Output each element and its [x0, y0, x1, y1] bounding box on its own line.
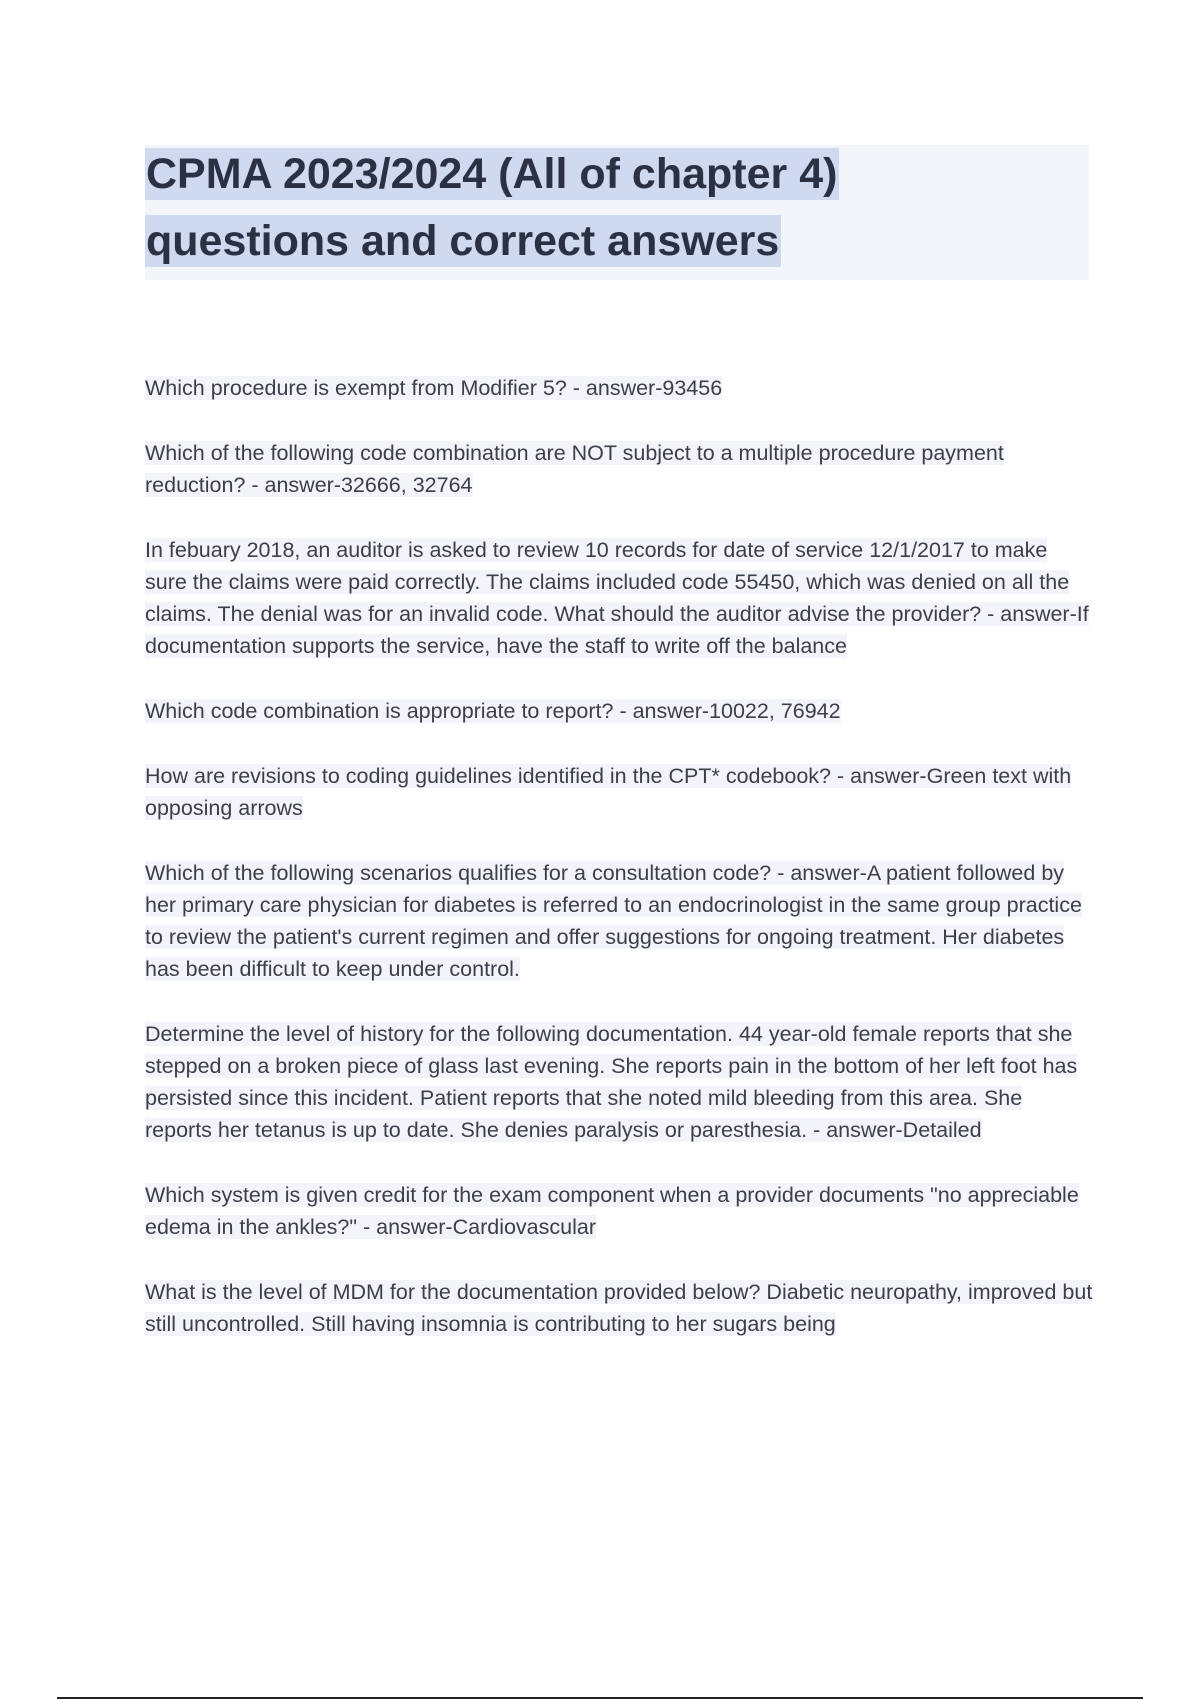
qa-text: Which procedure is exempt from Modifier 5? - answer-93456: [145, 376, 723, 400]
qa-text: What is the level of MDM for the documentation provided below? Diabetic neuropathy, improved but still uncontrolled. Still having insomnia is contributing to her sugars being: [145, 1280, 1093, 1336]
qa-text: How are revisions to coding guidelines identified in the CPT* codebook? - answer-Green text with opposing arrows: [145, 764, 1072, 820]
document-title: [145, 145, 1089, 280]
qa-text: Which of the following code combination are NOT subject to a multiple procedure payment reduction? - answer-32666, 32764: [145, 441, 1004, 497]
qa-list: [145, 372, 1095, 1373]
qa-text: Which system is given credit for the exam component when a provider documents "no appreciable edema in the ankles?" - answer-Cardiovascular: [145, 1183, 1079, 1239]
qa-item-8: [145, 1179, 1095, 1243]
qa-text: Which of the following scenarios qualifies for a consultation code? - answer-A patient followed by her primary care physician for diabetes is referred to an endocrinologist in the same group practice to review the patient's current regimen and offer suggestions for ongoing treatment. Her diabetes has been difficult to keep under control.: [145, 861, 1082, 981]
qa-item-5: [145, 760, 1095, 824]
qa-item-4: [145, 695, 1095, 727]
qa-text: Determine the level of history for the following documentation. 44 year-old female reports that she stepped on a broken piece of glass last evening. She reports pain in the bottom of her left foot has persisted since this incident. Patient reports that she noted mild bleeding from this area. She reports her tetanus is up to date. She denies paralysis or paresthesia. - answer-Detailed: [145, 1022, 1078, 1142]
qa-item-1: [145, 372, 1095, 404]
qa-text: In febuary 2018, an auditor is asked to review 10 records for date of service 12/1/2017 to make sure the claims were paid correctly. The claims included code 55450, which was denied on all the claims. The denial was for an invalid code. What should the auditor advise the provider? - answer-If documentation supports the service, have the staff to write off the balance: [145, 538, 1089, 658]
page-bottom-divider: [57, 1697, 1143, 1699]
qa-text: Which code combination is appropriate to report? - answer-10022, 76942: [145, 699, 841, 723]
title-line-2: questions and correct answers: [146, 217, 780, 265]
qa-item-3: [145, 534, 1095, 662]
qa-item-7: [145, 1018, 1095, 1146]
title-line-1: CPMA 2023/2024 (All of chapter 4): [146, 150, 838, 198]
qa-item-2: [145, 437, 1095, 501]
qa-item-9: [145, 1276, 1095, 1340]
qa-item-6: [145, 857, 1095, 985]
